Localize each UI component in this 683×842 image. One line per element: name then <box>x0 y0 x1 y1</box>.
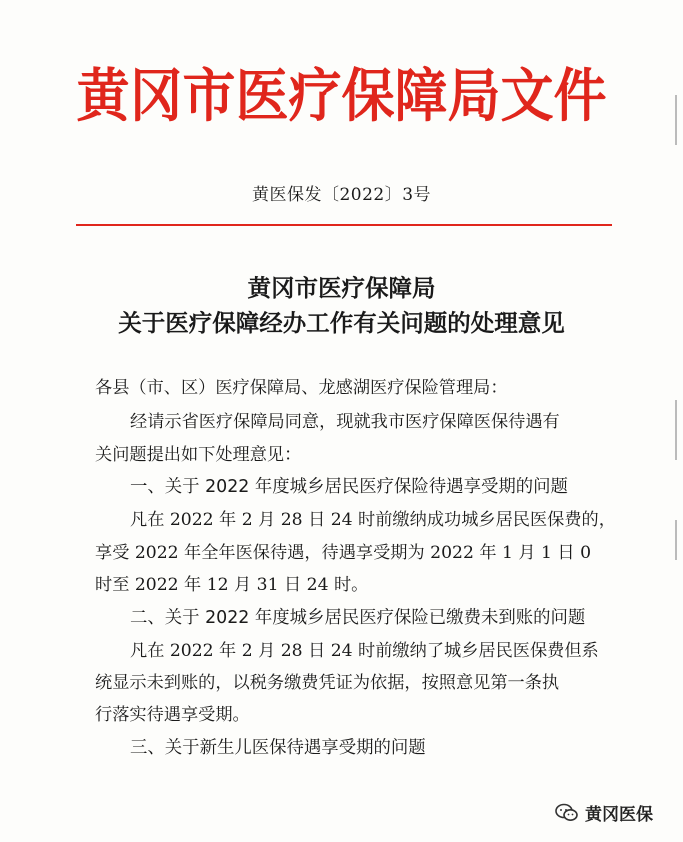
document-title-line-1: 黄冈市医疗保障局 <box>247 274 436 302</box>
document-number: 黄医保发〔2022〕3号 <box>251 185 432 205</box>
page-edge-mark <box>675 520 677 560</box>
intro-line-1: 经请示省医疗保障局同意，现就我市医疗保障医保待遇有 <box>130 412 560 432</box>
section-1-line-1: 凡在 2022 年 2 月 28 日 24 时前缴纳成功城乡居民医保费的， <box>130 510 616 530</box>
section-3-heading: 三、关于新生儿医保待遇享受期的问题 <box>130 738 426 758</box>
watermark-label: 黄冈医保 <box>585 805 653 825</box>
page-edge-mark <box>675 400 677 460</box>
section-1-heading: 一、关于 2022 年度城乡居民医疗保险待遇享受期的问题 <box>130 477 568 497</box>
section-1-line-2: 享受 2022 年全年医保待遇，待遇享受期为 2022 年 1 月 1 日 0 <box>95 543 592 563</box>
document-header-title: 黄冈市医疗保障局文件 <box>76 62 607 130</box>
section-2-line-2: 统显示未到账的，以税务缴费凭证为依据，按照意见第一条执 <box>95 673 560 693</box>
section-2-line-3: 行落实待遇享受期。 <box>95 705 250 725</box>
watermark <box>555 800 653 825</box>
section-2-line-1: 凡在 2022 年 2 月 28 日 24 时前缴纳了城乡居民医保费但系 <box>130 641 599 661</box>
document-title-line-2: 关于医疗保障经办工作有关问题的处理意见 <box>118 309 565 337</box>
wechat-icon <box>555 803 579 823</box>
section-2-heading: 二、关于 2022 年度城乡居民医疗保险已缴费未到账的问题 <box>130 608 586 628</box>
salutation: 各县（市、区）医疗保障局、龙感湖医疗保险管理局： <box>95 378 508 398</box>
page-edge-mark <box>675 95 677 145</box>
intro-line-2: 关问题提出如下处理意见： <box>95 445 302 465</box>
red-divider <box>76 224 612 226</box>
section-1-line-3: 时至 2022 年 12 月 31 日 24 时。 <box>95 575 369 595</box>
